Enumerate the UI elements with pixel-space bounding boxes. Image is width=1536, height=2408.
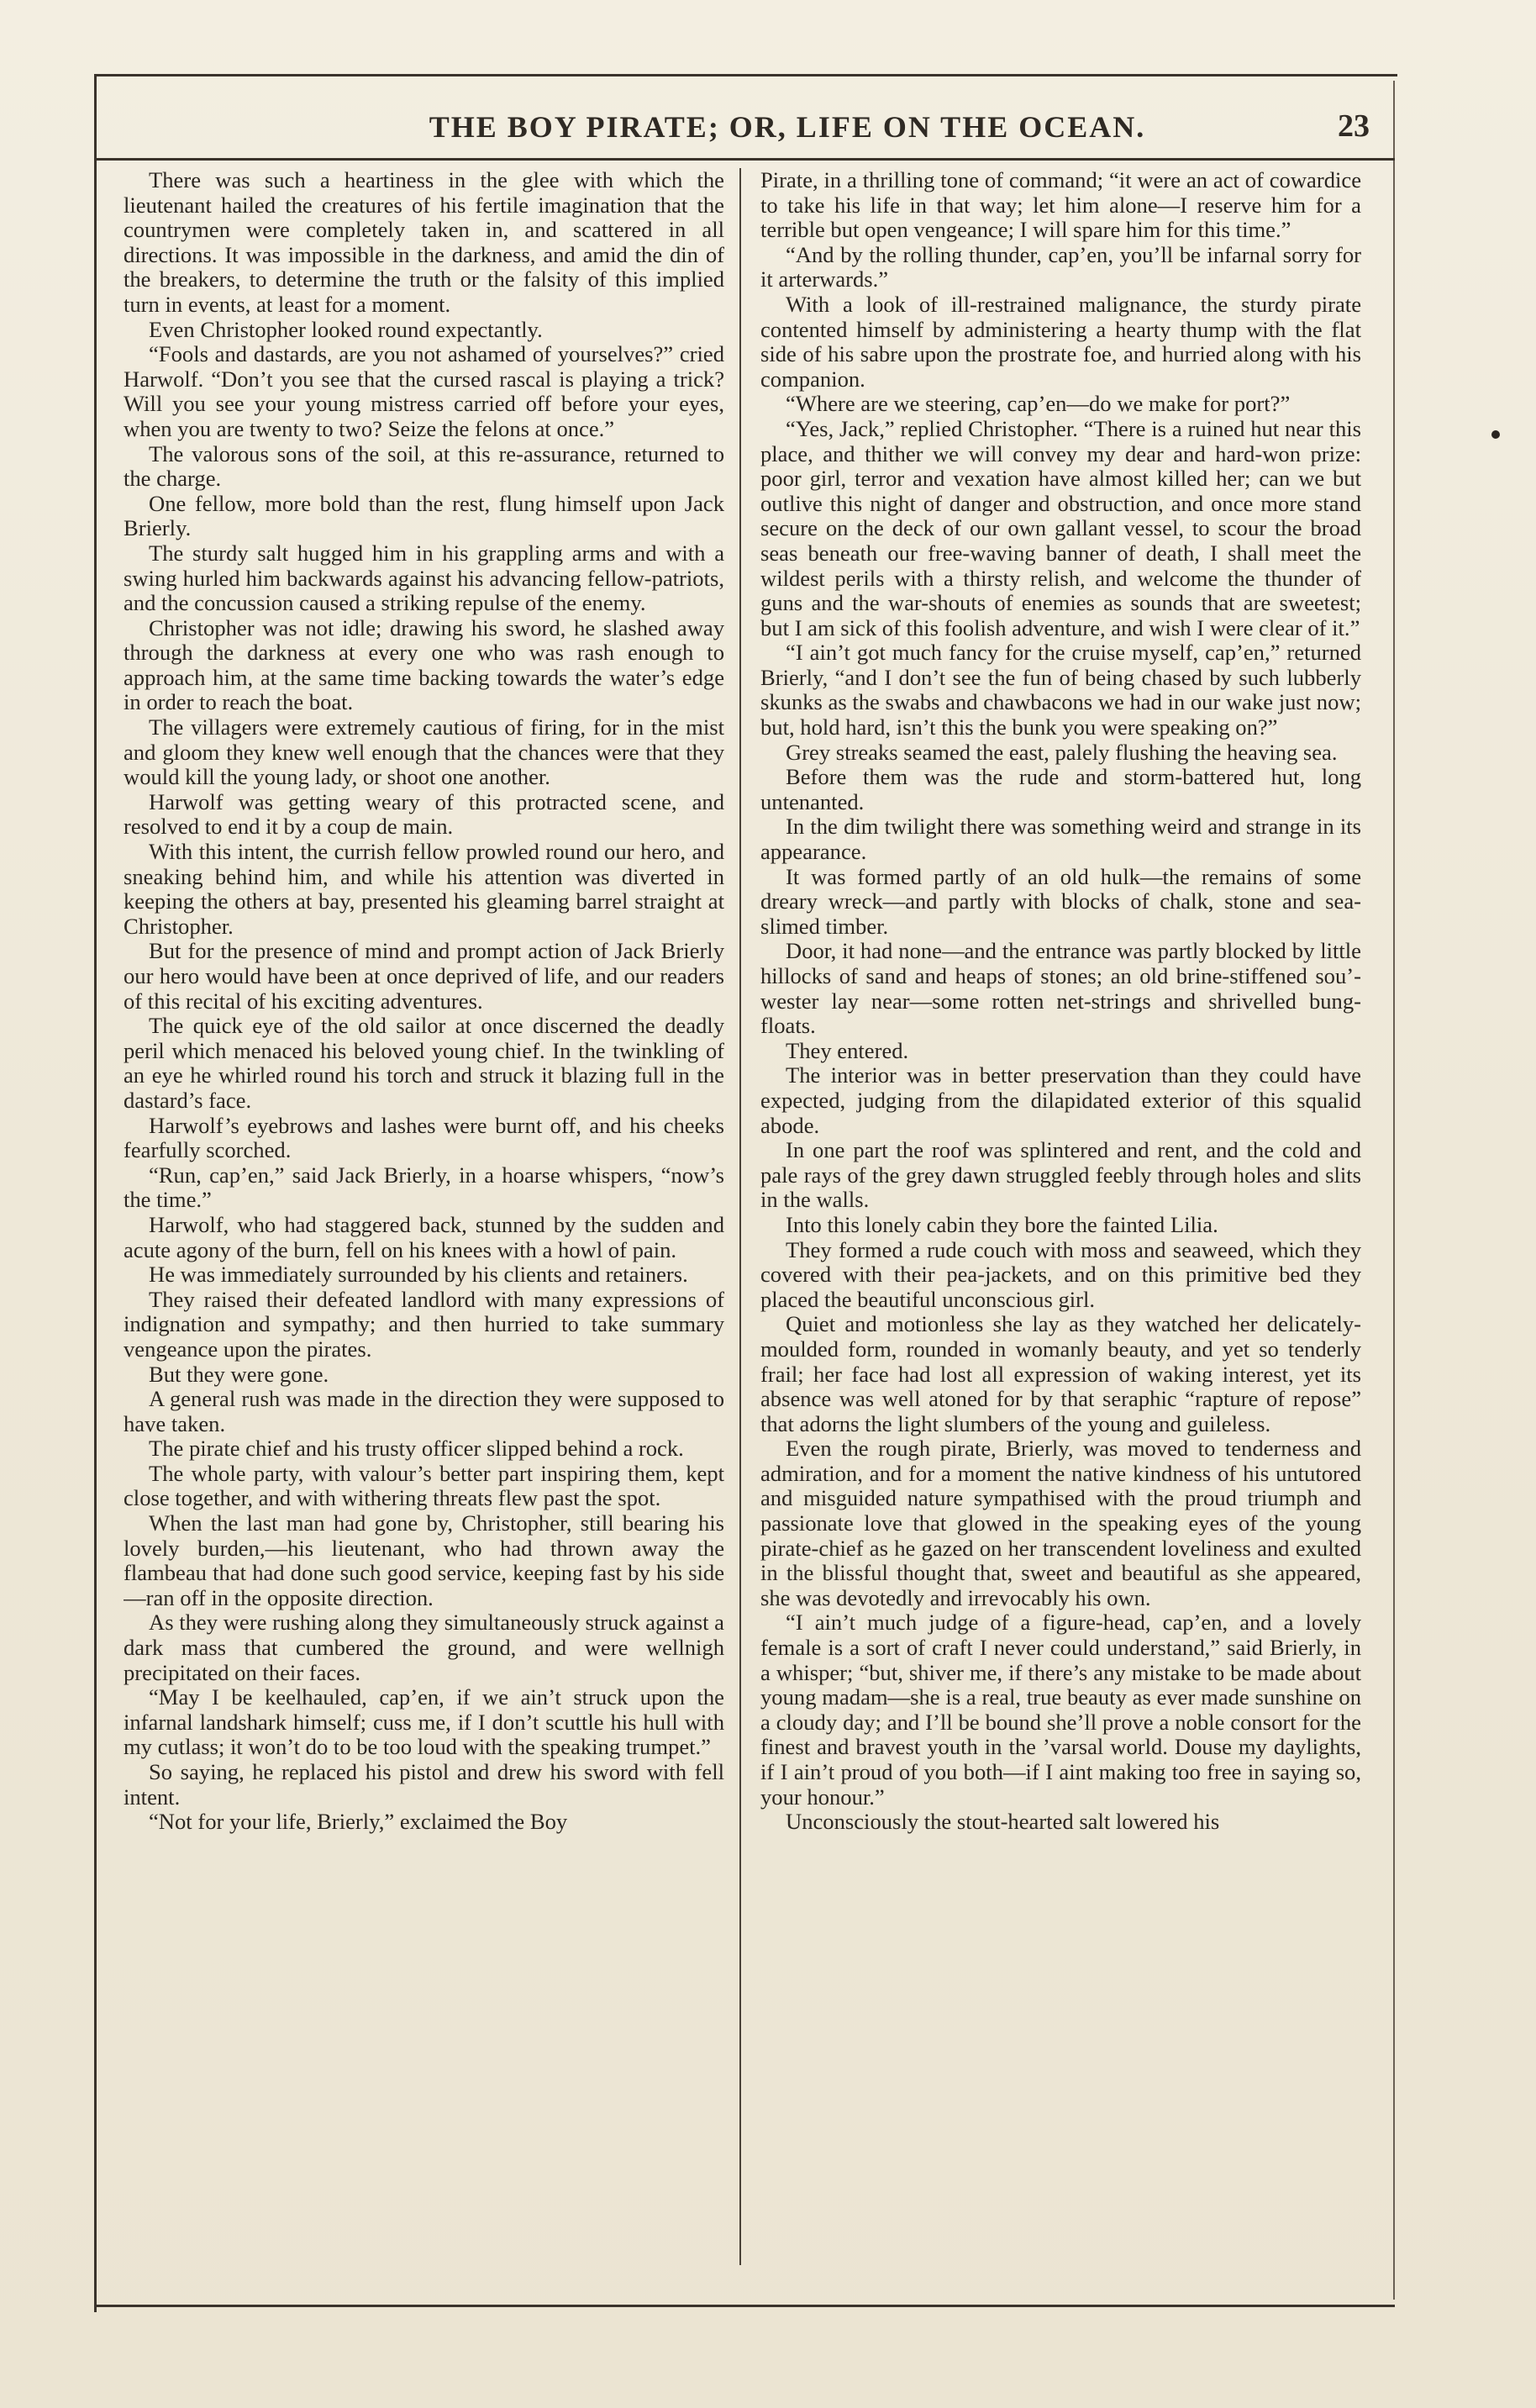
paragraph: The valorous sons of the soil, at this re-assurance, returned to the charge. [124,440,724,492]
paragraph: Even the rough pirate, Brierly, was moved to tenderness and admiration, and for a moment the native kindness of his untutored and misguided nature sympathised with the proud triumph and passionate love that glowed in the speaking eyes of the young pirate-chief as he gazed on her transcendent loveliness and exulted in the blissful thought that, sweet and beautiful as she appeared, she was devotedly and irrevocably his own. [760,1436,1361,1610]
paragraph-continuation: Pirate, in a thrilling tone of command; “it were an act of cowardice to take his life in that way; let him alone—I reserve him for a terrible but open vengeance; I will spare him for this time.” [760,168,1361,243]
paragraph: Even Christopher looked round expectantly. [149,316,543,342]
paragraph: In one part the roof was splintered and rent, and the cold and pale rays of the grey dawn struggled feebly through holes and slits in the walls. [760,1137,1361,1213]
paragraph: With this intent, the currish fellow prowled round our hero, and sneaking behind him, and while his attention was diverted in keeping the others at bay, presented his gleaming barrel straight at Christopher. [124,839,724,939]
running-head: THE BOY PIRATE; OR, LIFE ON THE OCEAN. [429,110,1146,144]
paragraph: “I ain’t much judge of a figure-head, cap’en, and a lovely female is a sort of craft I never could understand,” said Brierly, in a whisper; “but, shiver me, if there’s any mistake to be made about young madam—she is a real, true beauty as ever made sunshine on a cloudy day; and I’ll be bound she’ll prove a noble consort for the finest and bravest youth in the ’varsal world. Douse my daylights, if I ain’t proud of you both—if I aint making too free in saying so, your honour.” [760,1610,1361,1810]
paragraph: Harwolf, who had staggered back, stunned by the sudden and acute agony of the burn, fell on his knees with a howl of pain. [124,1211,724,1262]
paragraph: Harwolf was getting weary of this protracted scene, and resolved to end it by a coup de main. [124,788,724,840]
page-header [94,99,1395,158]
paragraph: “May I be keelhauled, cap’en, if we ain’t struck upon the infarnal landshark himself; cuss me, if I don’t scuttle his hull with my cutlass; it won’t do to be too loud with the speaking trumpet.” [124,1684,724,1760]
paragraph: When the last man had gone by, Christopher, still bearing his lovely burden,—his lieutenant, who had thrown away the flambeau that had done such good service, keeping fast by his side—ran off in the opposite direction. [124,1510,724,1610]
margin-ink-dot [1491,430,1500,439]
paragraph: The villagers were extremely cautious of firing, for in the mist and gloom they knew well enough that the chances were that they would kill the young lady, or shoot one another. [124,714,724,790]
paragraph: One fellow, more bold than the rest, flung himself upon Jack Brierly. [124,490,724,541]
paragraph: But they were gone. [149,1361,329,1387]
paragraph: Door, it had none—and the entrance was partly blocked by little hillocks of sand and heaps of stones; an old brine-stiffened sou’-wester lay near—some rotten net-strings and shrivelled bung-floats. [760,938,1361,1039]
paragraph: With a look of ill-restrained malignance, the sturdy pirate contented himself by administering a hearty thump with the flat side of his sabre upon the prostrate foe, and hurried along with his companion. [760,291,1361,392]
paragraph: The interior was in better preservation than they could have expected, judging from the dilapidated exterior of this squalid abode. [760,1062,1361,1138]
bottom-rule [94,2305,1395,2307]
paragraph: “And by the rolling thunder, cap’en, you’ll be infarnal sorry for it arterwards.” [760,241,1361,292]
paragraph: So saying, he replaced his pistol and drew his sword with fell intent. [124,1759,724,1810]
page-number: 23 [1338,108,1370,144]
paragraph: They raised their defeated landlord with many expressions of indignation and sympathy; and then hurried to take summary vengeance upon the pirates. [124,1286,724,1362]
paragraph: Christopher was not idle; drawing his sword, he slashed away through the darkness at every one who was rash enough to approach him, at the same time backing towards the water’s edge in order to reach the boat. [124,614,724,715]
paragraph: It was formed partly of an old hulk—the remains of some dreary wreck—and partly with blocks of chalk, stone and sea-slimed timber. [760,863,1361,939]
paragraph: The whole party, with valour’s better part inspiring them, kept close together, and with withering threats flew past the spot. [124,1460,724,1511]
paragraph: They entered. [786,1037,909,1063]
paragraph: The sturdy salt hugged him in his grappling arms and with a swing hurled him backwards against his advancing fellow-patriots, and the concussion caused a striking repulse of the enemy. [124,540,724,616]
paragraph: Quiet and motionless she lay as they watched her delicately-moulded form, rounded in womanly beauty, and yet so tenderly frail; her face had lost all expression of waking interest, yet its absence was well atoned for by that seraphic “rapture of repose” that adorns the light slumbers of the young and guileless. [760,1311,1361,1436]
paragraph: “Run, cap’en,” said Jack Brierly, in a hoarse whispers, “now’s the time.” [124,1162,724,1213]
paragraph: The pirate chief and his trusty officer slipped behind a rock. [149,1436,684,1462]
paragraph: Unconsciously the stout-hearted salt lowered his [786,1809,1220,1835]
paragraph: The quick eye of the old sailor at once discerned the deadly peril which menaced his beloved young chief. In the twinkling of an eye he whirled round his torch and struck it blazing full in the dastard’s face. [124,1013,724,1113]
paragraph: “Yes, Jack,” replied Christopher. “There is a ruined hut near this place, and thither we will convey my dear and hard-won prize: poor girl, terror and vexation have almost killed her; can we but outlive this night of danger and obstruction, and once more stand secure on the deck of our own gallant vessel, to scour the broad seas beneath our free-waving banner of death, I shall meet the wildest perils with a thirsty relish, and welcome the thunder of guns and the war-shouts of enemies as sounds that are sweetest; but I am sick of this foolish adventure, and wish I were clear of it.” [760,415,1361,640]
paragraph: Grey streaks seamed the east, palely flushing the heaving sea. [786,739,1338,765]
paragraph: “Not for your life, Brierly,” exclaimed the Boy [149,1809,568,1835]
paragraph: “I ain’t got much fancy for the cruise myself, cap’en,” returned Brierly, “and I don’t see the fun of being chased by such lubberly skunks as the swabs and chawbacons we had in our wake just now; but, hold hard, isn’t this the bunk you were speaking on?” [760,640,1361,740]
right-column [760,168,1361,2286]
paragraph: “Where are we steering, cap’en—do we make for port?” [786,391,1291,417]
paragraph: As they were rushing along they simultaneously struck against a dark mass that cumbered the ground, and were wellnigh precipitated on their faces. [124,1610,724,1685]
paragraph: He was immediately surrounded by his clients and retainers. [149,1262,688,1288]
paragraph: Harwolf’s eyebrows and lashes were burnt off, and his cheeks fearfully scorched. [124,1112,724,1163]
paragraph: Into this lonely cabin they bore the fainted Lilia. [786,1211,1218,1237]
paragraph: In the dim twilight there was something weird and strange in its appearance. [760,814,1361,865]
header-rule [94,158,1395,161]
column-divider [739,168,741,2265]
page-frame-right-rule [1393,81,1395,2300]
paragraph: “Fools and dastards, are you not ashamed of yourselves?” cried Harwolf. “Don’t you see that the cursed rascal is playing a trick? Will you see your young mistress carried off before your eyes, when you are twenty to two? Seize the felons at once.” [124,341,724,441]
paragraph: A general rush was made in the direction they were supposed to have taken. [124,1386,724,1436]
paragraph: They formed a rude couch with moss and seaweed, which they covered with their pea-jackets, and on this primitive bed they placed the beautiful unconscious girl. [760,1236,1361,1312]
paragraph: But for the presence of mind and prompt action of Jack Brierly our hero would have been at once deprived of life, and our readers of this recital of his exciting adventures. [124,938,724,1014]
paragraph: Before them was the rude and storm-battered hut, long untenanted. [760,764,1361,814]
paragraph: There was such a heartiness in the glee with which the lieutenant hailed the creatures of his fertile imagination that the countrymen were completely taken in, and scattered in all directions. It was impossible in the darkness, and amid the din of the breakers, to determine the truth or the falsity of this implied turn in events, at least for a moment. [124,168,724,317]
left-column [124,168,724,2286]
